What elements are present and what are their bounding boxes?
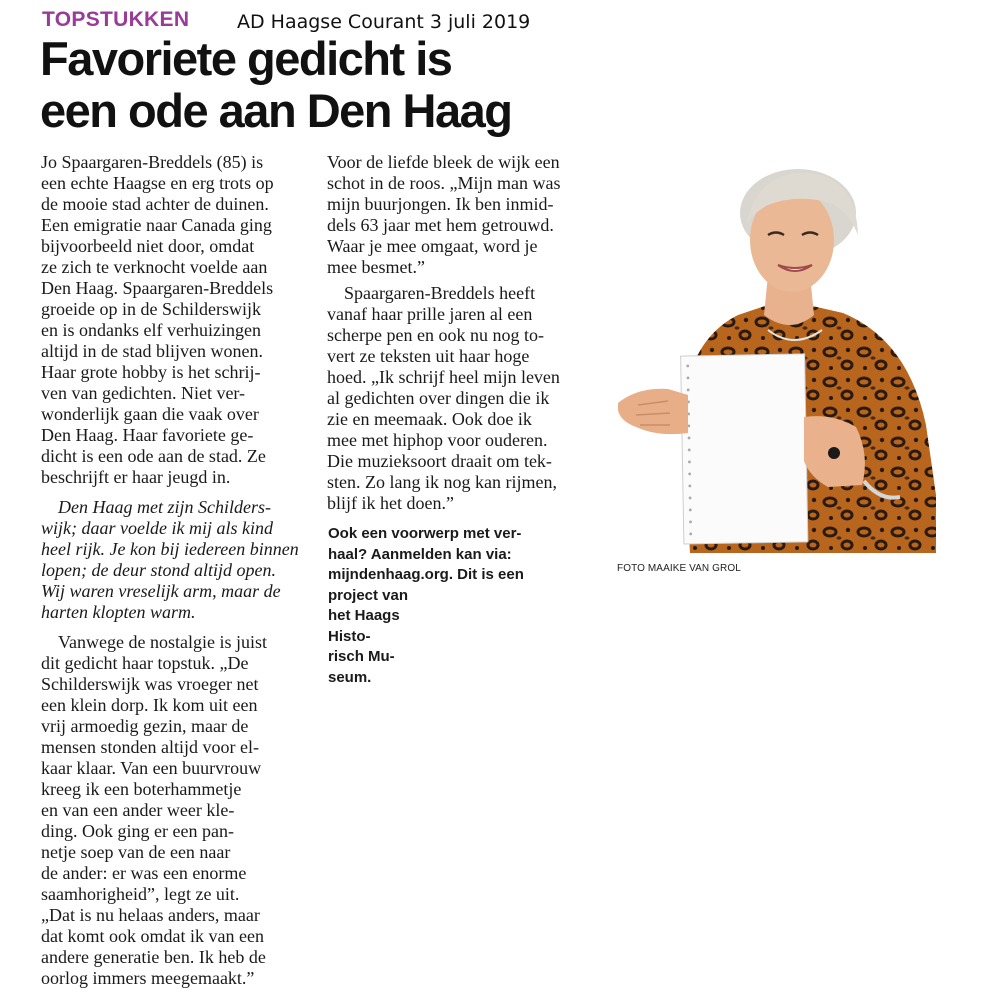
text-line: mee met hiphop voor ouderen.	[327, 430, 548, 450]
cta-line: project van	[328, 586, 409, 604]
cta-line: haal? Aanmelden kan via:	[328, 545, 512, 563]
text-line: netje soep van de een naar	[41, 842, 231, 862]
cta-line: risch Mu-	[328, 648, 395, 665]
poem-line: harten klopten warm.	[41, 602, 196, 622]
headline-line: een ode aan Den Haag	[40, 84, 512, 137]
text-line: ven van gedichten. Niet ver-	[41, 383, 246, 403]
text-line: vert ze teksten uit haar hoge	[327, 346, 530, 366]
text-line: de ander: er was een enorme	[41, 863, 247, 883]
poem-line: wijk; daar voelde ik mij als kind	[41, 518, 273, 538]
text-line: ze zich te verknocht voelde aan	[41, 257, 268, 277]
text-line: blijf ik het doen.”	[327, 493, 454, 513]
text-line: mijn buurjongen. Ik ben inmid-	[327, 194, 554, 214]
poem-line: heel rijk. Je kon bij iedereen binnen	[41, 539, 299, 559]
text-line: dat komt ook omdat ik van een	[41, 926, 264, 946]
headline-line: Favoriete gedicht is	[40, 32, 452, 85]
cta-line: seum.	[328, 668, 372, 686]
cta-line: mijndenhaag.org. Dit is een	[328, 566, 524, 583]
poem-quote	[41, 497, 299, 623]
intro-paragraph	[41, 152, 296, 488]
text-line: kreeg ik een boterhammetje	[41, 779, 242, 799]
text-line: ding. Ook ging er een pan-	[41, 821, 234, 841]
text-line: Den Haag. Spaargaren-Breddels	[41, 278, 274, 298]
text-line: Den Haag. Haar favoriete ge-	[41, 425, 254, 445]
text-line: bijvoorbeeld niet door, omdat	[41, 236, 255, 256]
headline	[40, 33, 640, 137]
text-line: en is ondanks elf verhuizingen	[41, 320, 261, 340]
text-line: Schilderswijk was vroeger net	[41, 674, 259, 694]
text-line: schot in de roos. „Mijn man was	[327, 173, 561, 193]
poem-line: Den Haag met zijn Schilders-	[58, 497, 271, 517]
text-line: saamhorigheid”, legt ze uit.	[41, 884, 240, 904]
text-line: Die muzieksoort draait om tek-	[327, 451, 552, 471]
body-paragraph	[41, 632, 296, 989]
text-line: Waar je mee omgaat, word je	[327, 236, 538, 256]
text-line: de mooie stad achter de duinen.	[41, 194, 269, 214]
text-line: mensen stonden altijd voor el-	[41, 737, 259, 757]
section-kicker: TOPSTUKKEN	[42, 8, 190, 31]
text-line: zie en meemaak. Ook doe ik	[327, 409, 532, 429]
text-line: Haar grote hobby is het schrij-	[41, 362, 261, 382]
text-line: een echte Haagse en erg trots op	[41, 173, 274, 193]
text-line: hoed. „Ik schrijf heel mijn leven	[327, 367, 560, 387]
text-line: Jo Spaargaren-Breddels (85) is	[41, 152, 264, 172]
text-line: Vanwege de nostalgie is juist	[58, 632, 267, 652]
article-column-2	[327, 152, 587, 514]
photo-credit: FOTO MAAIKE VAN GROL	[617, 563, 741, 574]
call-to-action	[328, 524, 568, 688]
text-line: „Dat is nu helaas anders, maar	[41, 905, 260, 925]
text-line: Voor de liefde bleek de wijk een	[327, 152, 560, 172]
poem-line: Wij waren vreselijk arm, maar de	[41, 581, 281, 601]
source-annotation: AD Haagse Courant 3 juli 2019	[237, 11, 531, 33]
text-line: al gedichten over dingen die ik	[327, 388, 550, 408]
text-line: Spaargaren-Breddels heeft	[344, 283, 536, 303]
article-column-1	[41, 152, 299, 989]
text-line: wonderlijk gaan die vaak over	[41, 404, 259, 424]
text-line: sten. Zo lang ik nog kan rijmen,	[327, 472, 557, 492]
text-line: mee besmet.”	[327, 257, 425, 277]
body-paragraph	[327, 283, 587, 514]
text-line: vanaf haar prille jaren al een	[327, 304, 533, 324]
text-line: scherpe pen en ook nu nog to-	[327, 325, 544, 345]
poem-line: lopen; de deur stond altijd open.	[41, 560, 276, 580]
text-line: en van een ander weer kle-	[41, 800, 235, 820]
text-line: oorlog immers meegemaakt.”	[41, 968, 255, 988]
text-line: altijd in de stad blijven wonen.	[41, 341, 263, 361]
portrait-photo	[618, 165, 936, 553]
body-paragraph	[327, 152, 587, 278]
cta-line: Histo-	[328, 627, 371, 645]
text-line: een klein dorp. Ik kom uit een	[41, 695, 258, 715]
text-line: kaar klaar. Van een buurvrouw	[41, 758, 262, 778]
cta-line: Ook een voorwerp met ver-	[328, 525, 522, 542]
text-line: beschrijft er haar jeugd in.	[41, 467, 231, 487]
text-line: dicht is een ode aan de stad. Ze	[41, 446, 266, 466]
text-line: dit gedicht haar topstuk. „De	[41, 653, 249, 673]
text-line: vrij armoedig gezin, maar de	[41, 716, 249, 736]
text-line: groeide op in de Schilderswijk	[41, 299, 261, 319]
cta-line: het Haags	[328, 607, 400, 624]
text-line: andere generatie ben. Ik heb de	[41, 947, 266, 967]
text-line: Een emigratie naar Canada ging	[41, 215, 272, 235]
text-line: dels 63 jaar met hem getrouwd.	[327, 215, 554, 235]
